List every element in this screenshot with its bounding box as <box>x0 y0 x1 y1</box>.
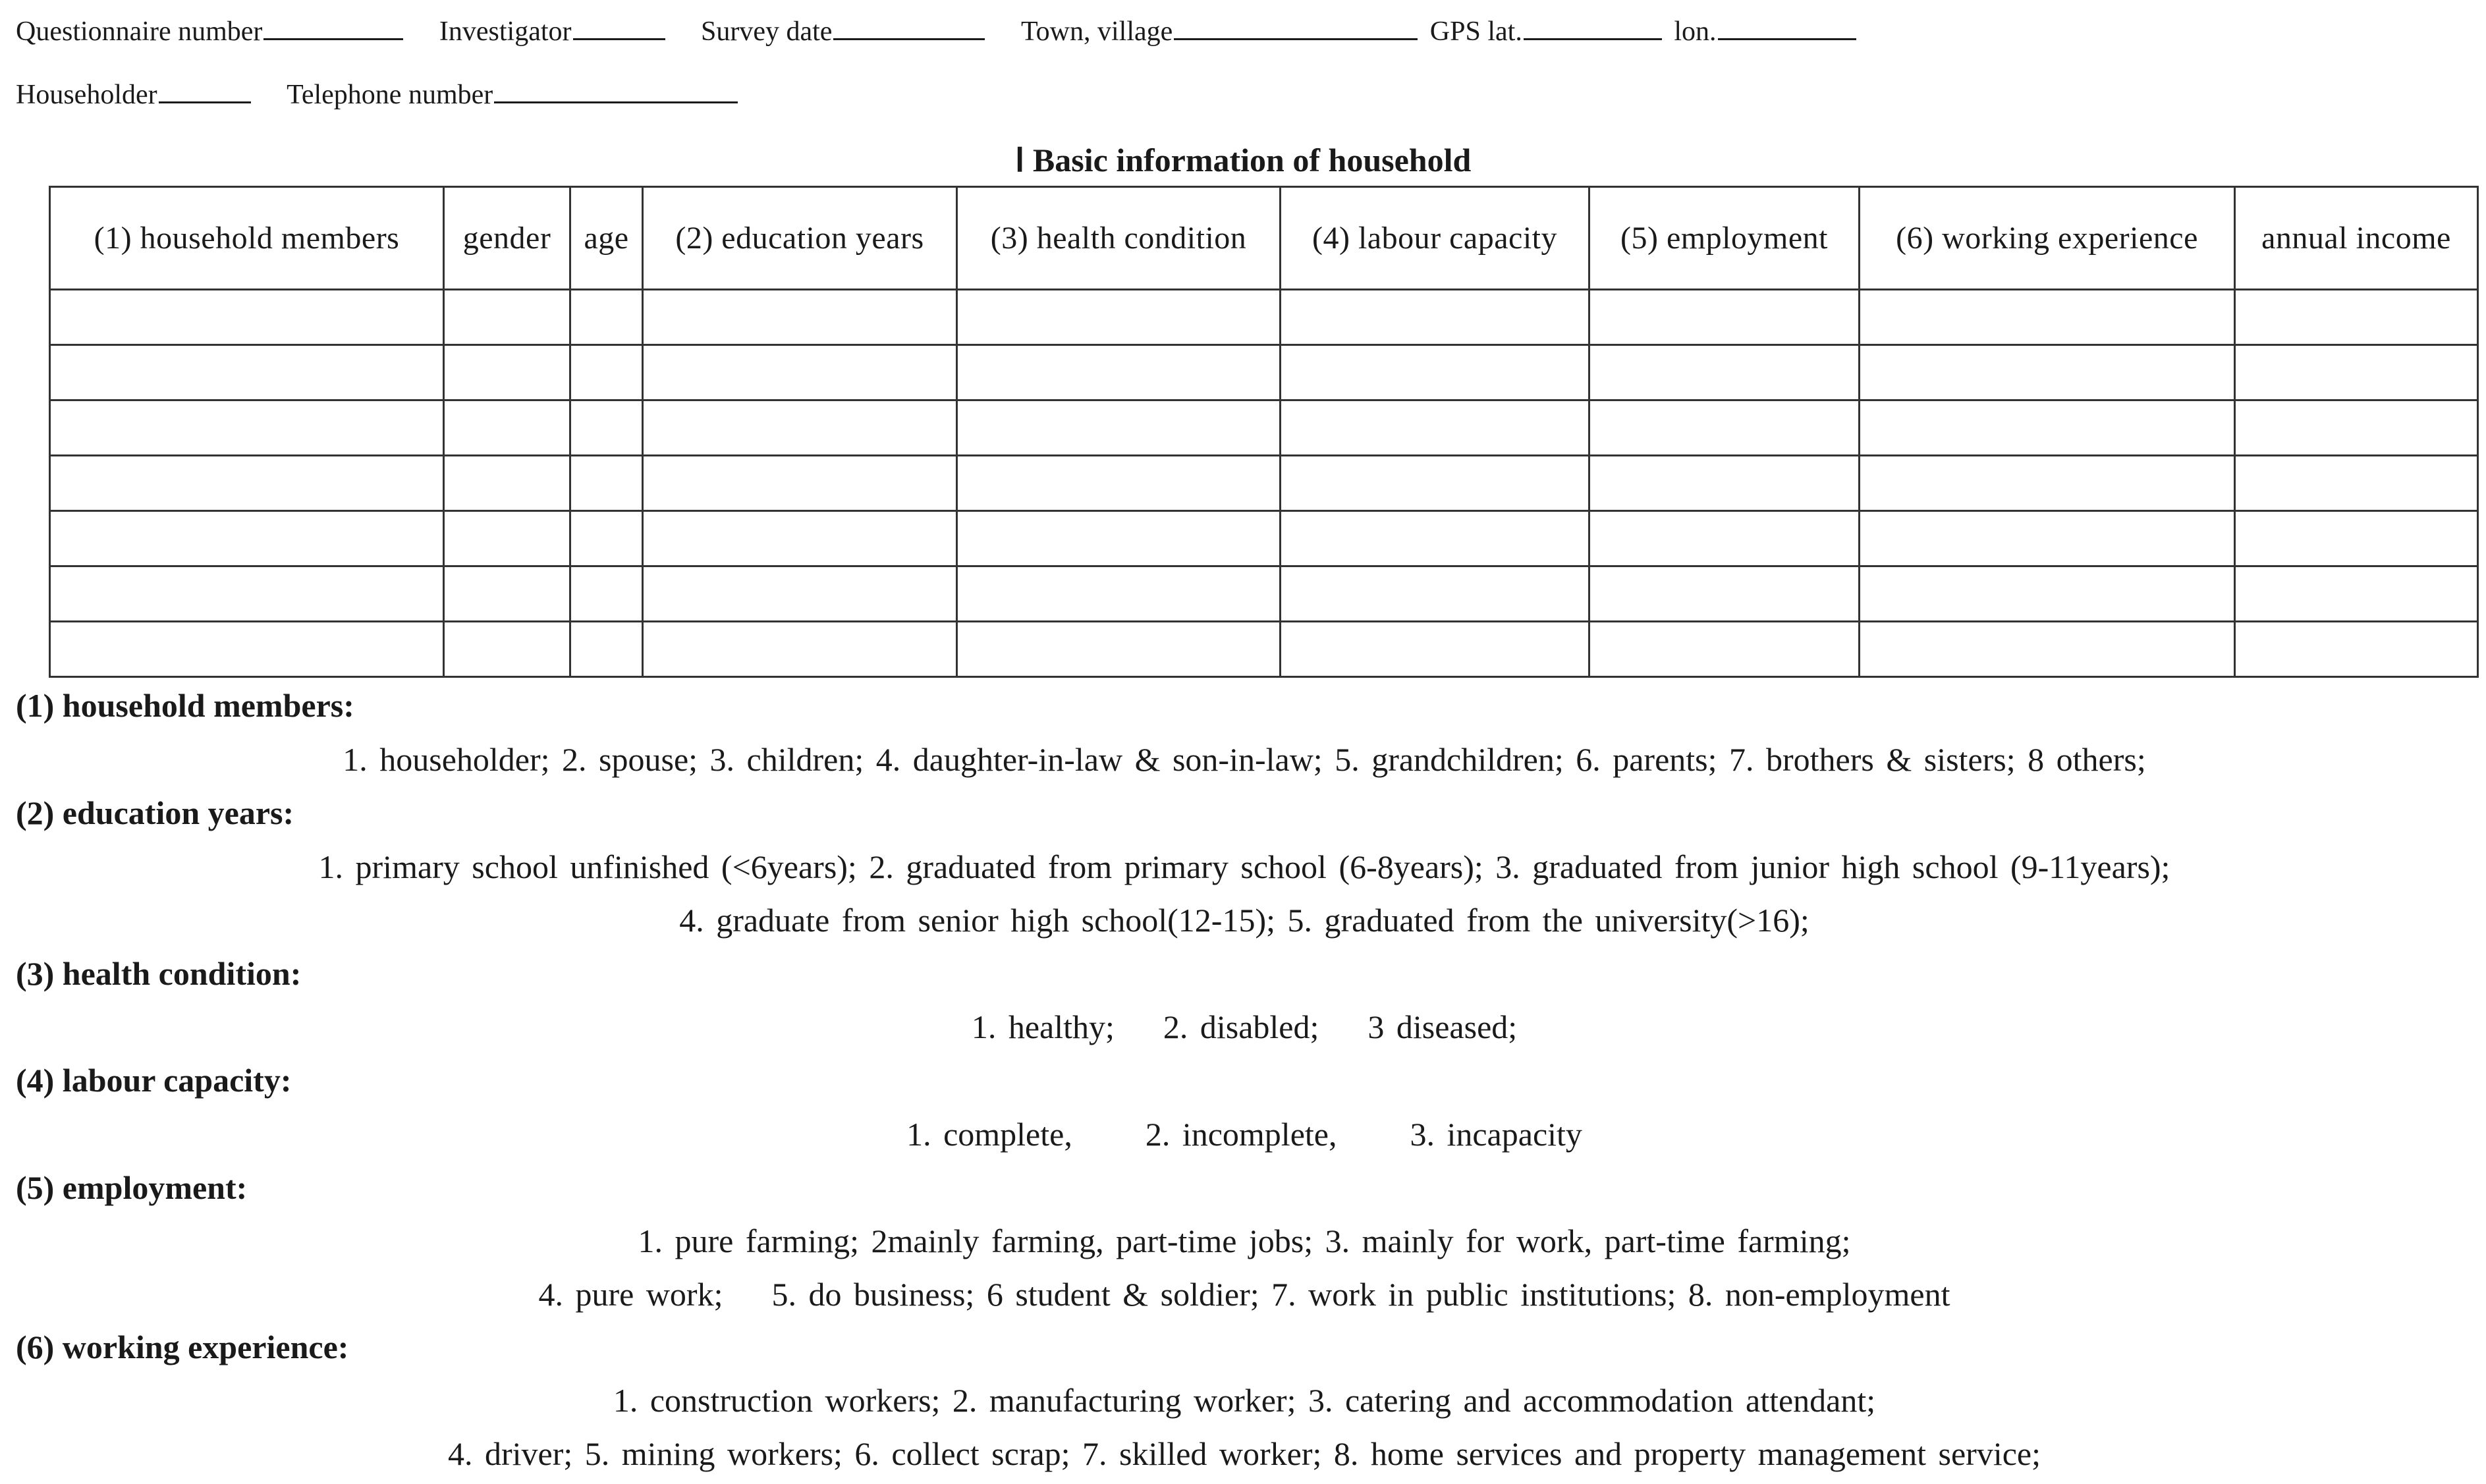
table-cell[interactable] <box>50 622 444 677</box>
table-cell[interactable] <box>444 456 570 511</box>
legend-heading-employment: (5) employment: <box>16 1169 248 1206</box>
gps-lat-field[interactable] <box>1430 14 1662 47</box>
table-cell[interactable] <box>1860 622 2235 677</box>
gps-lon-blank[interactable] <box>1718 14 1856 40</box>
legend-line: 1. pure farming; 2mainly farming, part-time jobs; 3. mainly for work, part-time farming; <box>638 1223 1851 1259</box>
table-cell[interactable] <box>50 345 444 400</box>
questionnaire-number-label: Questionnaire number <box>16 16 263 47</box>
questionnaire-number-field[interactable] <box>16 14 403 47</box>
table-header-row <box>50 187 2478 290</box>
table-cell[interactable] <box>2235 622 2478 677</box>
legend-heading-labour-capacity: (4) labour capacity: <box>16 1062 292 1099</box>
table-cell[interactable] <box>50 566 444 622</box>
householder-blank[interactable] <box>159 78 251 103</box>
table-cell[interactable] <box>1589 622 1860 677</box>
table-cell[interactable] <box>1281 622 1589 677</box>
table-cell[interactable] <box>444 290 570 345</box>
investigator-field[interactable] <box>439 14 665 47</box>
legend-line: 1. healthy; 2. disabled; 3 diseased; <box>971 1008 1518 1045</box>
table-cell[interactable] <box>1589 290 1860 345</box>
table-row <box>50 290 2478 345</box>
table-cell[interactable] <box>1860 400 2235 456</box>
table-cell[interactable] <box>643 345 957 400</box>
table-cell[interactable] <box>1281 290 1589 345</box>
table-row <box>50 622 2478 677</box>
column-header: annual income <box>2235 187 2478 290</box>
table-cell[interactable] <box>643 566 957 622</box>
telephone-number-label: Telephone number <box>287 80 493 110</box>
table-cell[interactable] <box>1860 511 2235 566</box>
table-cell[interactable] <box>1281 345 1589 400</box>
gps-lon-field[interactable] <box>1674 14 1856 47</box>
table-cell[interactable] <box>1589 456 1860 511</box>
investigator-label: Investigator <box>439 16 572 47</box>
legend-heading-household-members: (1) household members: <box>16 687 354 724</box>
column-header: (6) working experience <box>1860 187 2235 290</box>
table-cell[interactable] <box>444 566 570 622</box>
table-cell[interactable] <box>570 511 643 566</box>
investigator-blank[interactable] <box>573 14 665 40</box>
column-header: (3) health condition <box>957 187 1281 290</box>
table-cell[interactable] <box>2235 345 2478 400</box>
table-cell[interactable] <box>570 622 643 677</box>
table-cell[interactable] <box>1281 566 1589 622</box>
table-cell[interactable] <box>2235 456 2478 511</box>
section-title: Ⅰ Basic information of household <box>1014 142 1472 179</box>
table-cell[interactable] <box>643 622 957 677</box>
telephone-number-blank[interactable] <box>494 78 738 103</box>
survey-date-blank[interactable] <box>833 14 985 40</box>
table-cell[interactable] <box>957 622 1281 677</box>
table-cell[interactable] <box>1589 400 1860 456</box>
legend-line: 4. graduate from senior high school(12-15); 5. graduated from the university(>16); <box>679 902 1809 939</box>
gps-lat-label: GPS lat. <box>1429 16 1522 47</box>
column-header: (4) labour capacity <box>1281 187 1589 290</box>
table-cell[interactable] <box>957 290 1281 345</box>
table-cell[interactable] <box>1860 345 2235 400</box>
table-cell[interactable] <box>2235 511 2478 566</box>
householder-label: Householder <box>16 80 157 110</box>
table-cell[interactable] <box>957 566 1281 622</box>
table-cell[interactable] <box>1860 456 2235 511</box>
table-row <box>50 345 2478 400</box>
table-body <box>50 290 2478 677</box>
table-cell[interactable] <box>1589 345 1860 400</box>
town-village-blank[interactable] <box>1174 14 1418 40</box>
table-cell[interactable] <box>1281 456 1589 511</box>
legend-line: 4. pure work; 5. do business; 6 student & soldier; 7. work in public institutions; 8. non-employment <box>538 1276 1950 1313</box>
legend-line: 1. householder; 2. spouse; 3. children; 4. daughter-in-law & son-in-law; 5. grandchildren; 6. parents; 7. brothers & sisters; 8 others; <box>343 741 2146 778</box>
table-cell[interactable] <box>570 345 643 400</box>
column-header: gender <box>444 187 570 290</box>
table-cell[interactable] <box>1860 290 2235 345</box>
table-cell[interactable] <box>50 290 444 345</box>
table-cell[interactable] <box>570 400 643 456</box>
column-header: (1) household members <box>50 187 444 290</box>
table-cell[interactable] <box>957 345 1281 400</box>
telephone-number-field[interactable] <box>287 78 738 111</box>
legend-line: 1. construction workers; 2. manufacturing worker; 3. catering and accommodation attendant; <box>613 1382 1876 1419</box>
questionnaire-number-blank[interactable] <box>263 14 403 40</box>
table-cell[interactable] <box>50 456 444 511</box>
column-header: (2) education years <box>643 187 957 290</box>
legend-heading-education-years: (2) education years: <box>16 794 294 831</box>
table-cell[interactable] <box>1589 511 1860 566</box>
legend-heading-working-experience: (6) working experience: <box>16 1329 349 1365</box>
table-row <box>50 456 2478 511</box>
gps-lat-blank[interactable] <box>1524 14 1662 40</box>
survey-date-field[interactable] <box>701 14 985 47</box>
table-cell[interactable] <box>50 400 444 456</box>
table-cell[interactable] <box>444 511 570 566</box>
table-cell[interactable] <box>570 566 643 622</box>
table-row <box>50 566 2478 622</box>
table-cell[interactable] <box>444 400 570 456</box>
table-cell[interactable] <box>2235 290 2478 345</box>
household-table <box>49 186 2479 678</box>
table-cell[interactable] <box>643 400 957 456</box>
table-cell[interactable] <box>2235 400 2478 456</box>
town-village-label: Town, village <box>1020 16 1173 47</box>
table-cell[interactable] <box>444 345 570 400</box>
table-cell[interactable] <box>643 511 957 566</box>
table-cell[interactable] <box>957 511 1281 566</box>
table-cell[interactable] <box>1281 400 1589 456</box>
table-cell[interactable] <box>570 456 643 511</box>
legend-line: 4. driver; 5. mining workers; 6. collect scrap; 7. skilled worker; 8. home services and property management service; <box>448 1435 2041 1472</box>
table-cell[interactable] <box>2235 566 2478 622</box>
table-row <box>50 511 2478 566</box>
table-row <box>50 400 2478 456</box>
survey-header-row-2 <box>16 78 767 111</box>
table-cell[interactable] <box>643 456 957 511</box>
legend-line: 1. primary school unfinished (<6years); 2. graduated from primary school (6-8years); 3. graduated from junior high school (9-11years); <box>318 848 2170 885</box>
table-cell[interactable] <box>1281 511 1589 566</box>
table-cell[interactable] <box>1860 566 2235 622</box>
table-cell[interactable] <box>50 511 444 566</box>
table-cell[interactable] <box>444 622 570 677</box>
table-cell[interactable] <box>643 290 957 345</box>
column-header: (5) employment <box>1589 187 1860 290</box>
legend-heading-health-condition: (3) health condition: <box>16 955 302 992</box>
column-header: age <box>570 187 643 290</box>
town-village-field[interactable] <box>1021 14 1418 47</box>
householder-field[interactable] <box>16 78 251 111</box>
survey-header-row-1 <box>16 14 1885 47</box>
survey-date-label: Survey date <box>701 16 833 47</box>
table-cell[interactable] <box>957 456 1281 511</box>
legend-line: 1. complete, 2. incomplete, 3. incapacity <box>906 1116 1582 1153</box>
table-cell[interactable] <box>570 290 643 345</box>
table-cell[interactable] <box>1589 566 1860 622</box>
gps-lon-label: lon. <box>1674 16 1717 47</box>
table-cell[interactable] <box>957 400 1281 456</box>
